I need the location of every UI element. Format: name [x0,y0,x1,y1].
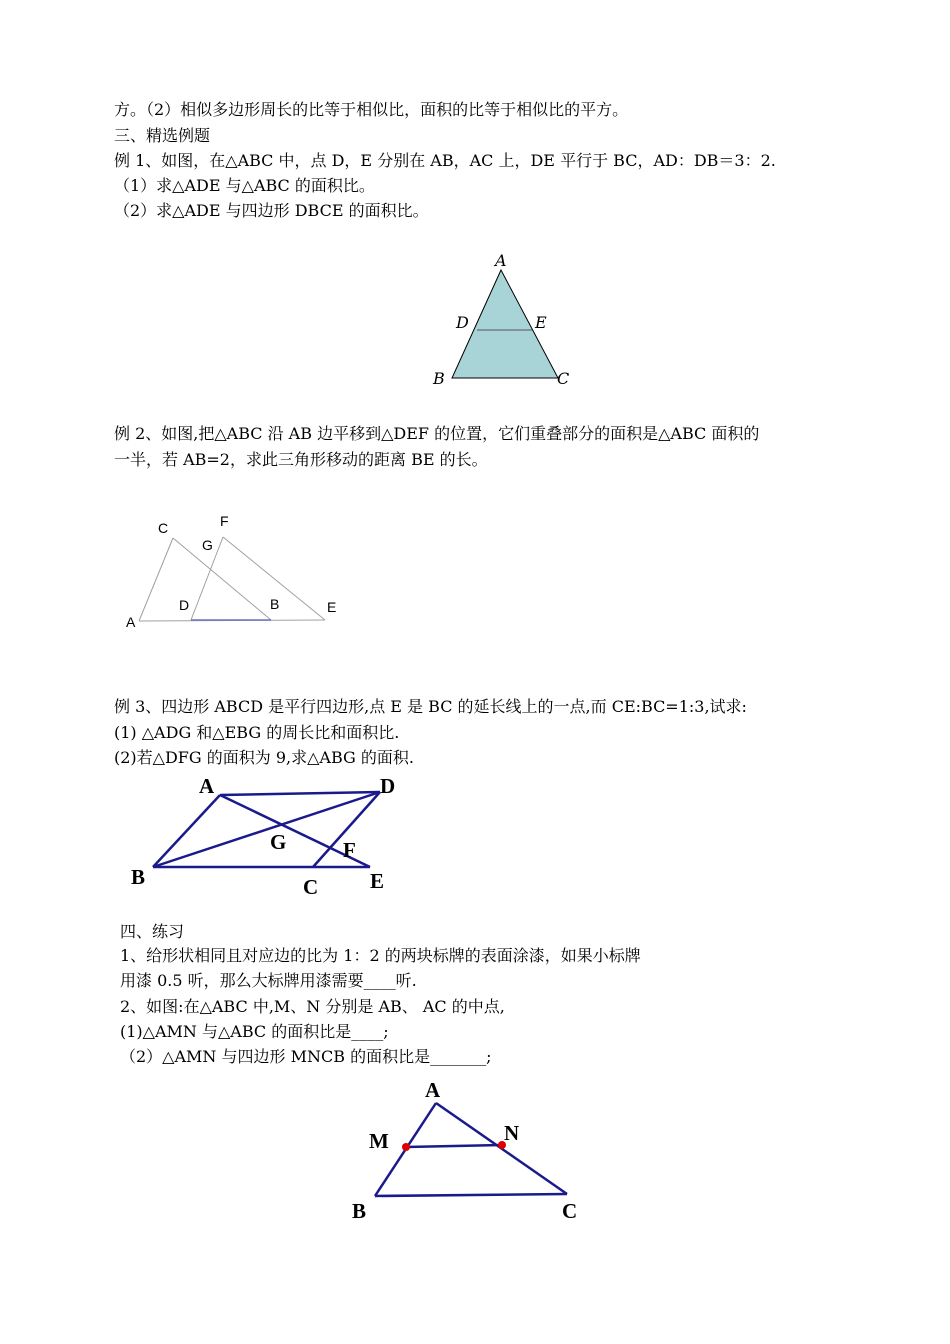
segment-ad [220,792,380,795]
label-b: B [270,596,280,612]
label-c: C [557,369,570,388]
example-1-question-2: （2）求△ADE 与四边形 DBCE 的面积比。 [114,201,429,220]
segment-ac [139,538,173,621]
example-2-statement-1: 例 2、如图,把△ABC 沿 AB 边平移到△DEF 的位置，它们重叠部分的面积是△ABC 面积的 [114,424,760,443]
figure-2-translated-triangles [120,510,360,640]
figure-1-triangle [420,250,580,390]
example-3-question-2: (2)若△DFG 的面积为 9,求△ABG 的面积. [114,748,414,767]
point-m [402,1143,410,1151]
section-heading-practice: 四、练习 [120,922,185,941]
label-c: C [303,875,319,899]
label-a: A [425,1078,441,1102]
label-n: N [504,1121,520,1145]
practice-2-question-2: （2）△AMN 与四边形 MNCB 的面积比是_______; [120,1047,492,1066]
label-g: G [202,537,213,553]
label-f: F [343,838,356,862]
segment-bc [375,1194,567,1196]
example-1-question-1: （1）求△ADE 与△ABC 的面积比。 [114,176,375,195]
practice-2-statement: 2、如图:在△ABC 中,M、N 分别是 AB、 AC 的中点, [120,997,505,1016]
label-f: F [220,513,229,529]
example-3-question-1: (1) △ADG 和△EBG 的周长比和面积比. [114,723,400,742]
example-2-statement-2: 一半，若 AB=2，求此三角形移动的距离 BE 的长。 [114,450,488,469]
label-a: A [495,251,507,270]
label-b: B [433,369,445,388]
label-e: E [535,313,547,332]
label-d: D [179,597,190,613]
figure-4-midpoint-triangle [350,1075,590,1225]
text-line-1: 方。（2）相似多边形周长的比等于相似比，面积的比等于相似比的平方。 [114,100,629,119]
practice-2-question-1: (1)△AMN 与△ABC 的面积比是____; [120,1022,389,1041]
example-3-statement: 例 3、四边形 ABCD 是平行四边形,点 E 是 BC 的延长线上的一点,而 CE:BC=1:3,试求: [114,697,747,716]
section-heading-examples: 三、精选例题 [114,126,211,145]
label-c: C [158,520,169,536]
practice-1-line-2: 用漆 0.5 听，那么大标牌用漆需要____听. [120,971,417,990]
label-b: B [131,865,146,889]
label-c: C [562,1199,578,1223]
label-a: A [199,774,215,798]
practice-1-line-1: 1、给形状相同且对应边的比为 1：2 的两块标牌的表面涂漆，如果小标牌 [120,946,641,965]
label-e: E [327,599,337,615]
label-a: A [126,614,136,630]
label-d: D [380,774,396,798]
example-1-statement: 例 1、如图，在△ABC 中，点 D，E 分别在 AB，AC 上，DE 平行于 BC，AD：DB＝3：2. [114,151,776,170]
label-b: B [352,1199,367,1223]
label-d: D [456,313,469,332]
label-e: E [370,869,385,893]
segment-mn [406,1145,502,1147]
label-g: G [270,830,287,854]
label-m: M [369,1129,389,1153]
figure-3-parallelogram [125,770,405,900]
